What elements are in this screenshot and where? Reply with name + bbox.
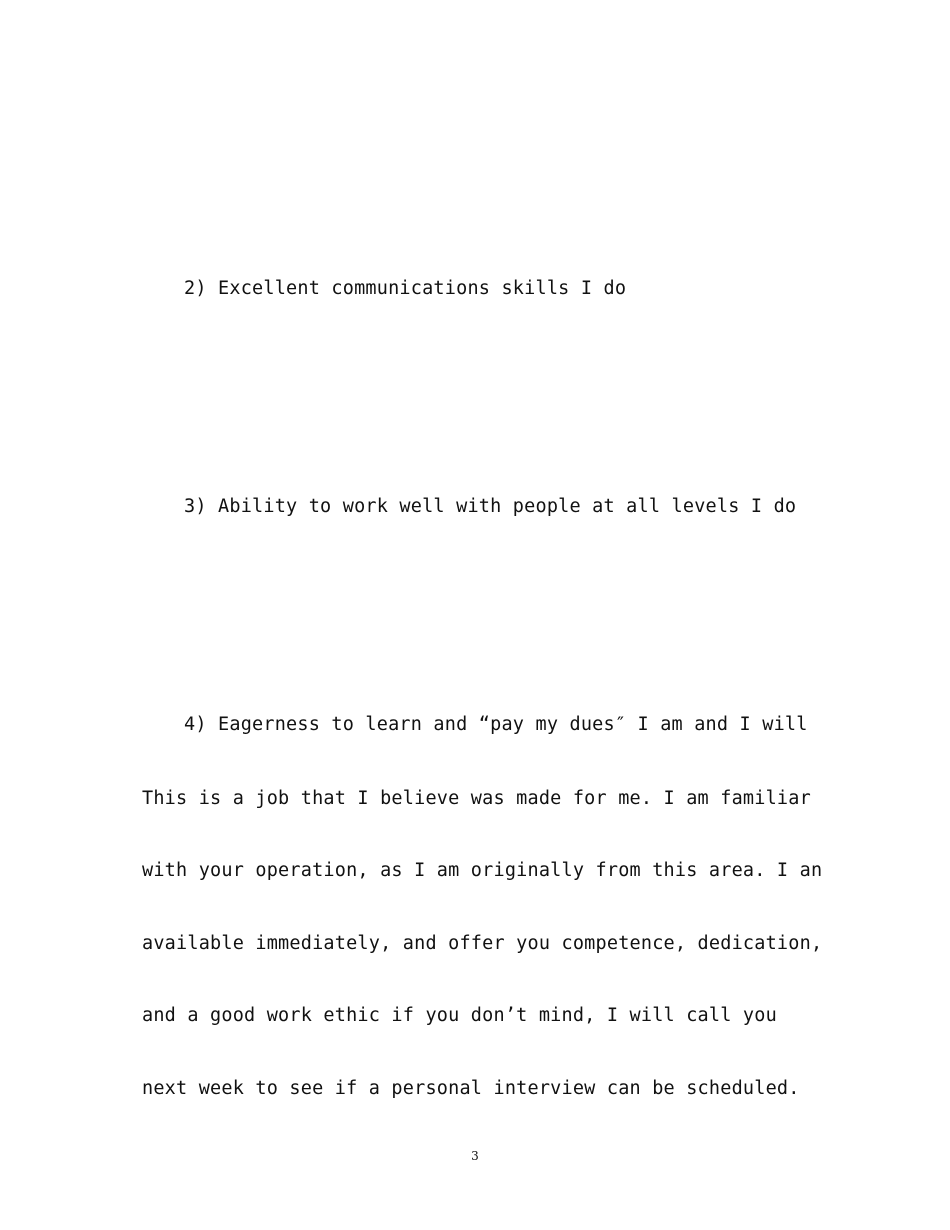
paragraph-line: with your operation, as I am originally from this area. I an bbox=[142, 860, 823, 881]
page-number: 3 bbox=[471, 1149, 479, 1163]
paragraph-line: next week to see if a personal interview can be scheduled. bbox=[142, 1078, 800, 1099]
paragraph-line: and a good work ethic if you don’t mind, I will call you bbox=[142, 1005, 777, 1026]
list-item-eagerness: 4) Eagerness to learn and “pay my dues″ I am and I will bbox=[184, 714, 808, 735]
paragraph-line: available immediately, and offer you competence, dedication, bbox=[142, 933, 823, 954]
paragraph-line: This is a job that I believe was made for me. I am familiar bbox=[142, 788, 811, 809]
list-item-communications: 2) Excellent communications skills I do bbox=[184, 278, 627, 299]
list-item-work-with-people: 3) Ability to work well with people at all levels I do bbox=[184, 496, 797, 517]
